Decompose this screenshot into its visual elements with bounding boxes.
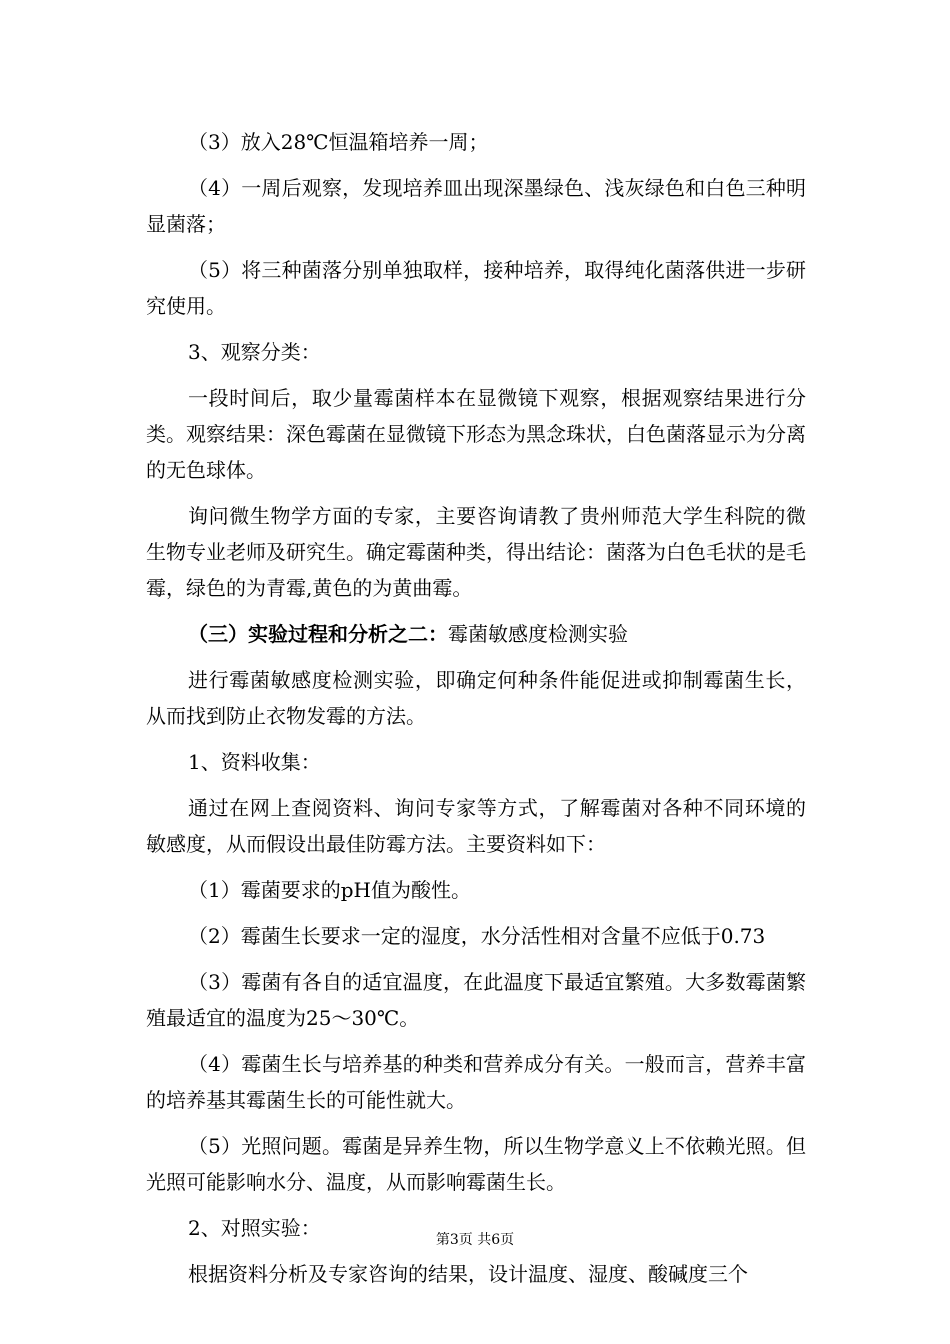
paragraph: （3）放入28℃恒温箱培养一周；: [188, 130, 489, 154]
page-footer: 第3页 共6页: [435, 1232, 515, 1248]
paragraph: 通过在网上查阅资料、询问专家等方式，了解霉菌对各种不同环境的敏感度，从而假设出最佳防霉方法。主要资料如下：: [146, 796, 806, 856]
paragraph: （5）将三种菌落分别单独取样，接种培养，取得纯化菌落供进一步研究使用。: [146, 258, 806, 318]
section-heading-bold: （三）实验过程和分析之二：: [188, 622, 448, 646]
paragraph: 根据资料分析及专家咨询的结果，设计温度、湿度、酸碱度三个: [188, 1262, 748, 1286]
paragraph: 3、观察分类：: [188, 340, 321, 364]
section-heading: [146, 616, 806, 652]
section-heading-normal: 霉菌敏感度检测实验: [448, 622, 628, 646]
document-body: [146, 124, 806, 1302]
paragraph: 2、对照实验：: [188, 1216, 321, 1240]
paragraph: 1、资料收集：: [188, 750, 321, 774]
paragraph: 询问微生物学方面的专家，主要咨询请教了贵州师范大学生科院的微生物专业老师及研究生。确定霉菌种类，得出结论：菌落为白色毛状的是毛霉，绿色的为青霉,黄色的为黄曲霉。: [146, 504, 806, 600]
paragraph: 一段时间后，取少量霉菌样本在显微镜下观察，根据观察结果进行分类。观察结果：深色霉菌在显微镜下形态为黑念珠状，白色菌落显示为分离的无色球体。: [146, 386, 806, 482]
paragraph: 进行霉菌敏感度检测实验，即确定何种条件能促进或抑制霉菌生长，从而找到防止衣物发霉的方法。: [146, 668, 806, 728]
paragraph: （1）霉菌要求的pH值为酸性。: [188, 878, 471, 902]
paragraph: （2）霉菌生长要求一定的湿度，水分活性相对含量不应低于0.73: [188, 924, 766, 948]
paragraph: （5）光照问题。霉菌是异养生物，所以生物学意义上不依赖光照。但光照可能影响水分、温度，从而影响霉菌生长。: [146, 1134, 806, 1194]
paragraph: （4）一周后观察，发现培养皿出现深墨绿色、浅灰绿色和白色三种明显菌落；: [146, 176, 806, 236]
paragraph: （3）霉菌有各自的适宜温度，在此温度下最适宜繁殖。大多数霉菌繁殖最适宜的温度为25～30℃。: [146, 970, 806, 1030]
paragraph: （4）霉菌生长与培养基的种类和营养成分有关。一般而言，营养丰富的培养基其霉菌生长的可能性就大。: [146, 1052, 806, 1112]
